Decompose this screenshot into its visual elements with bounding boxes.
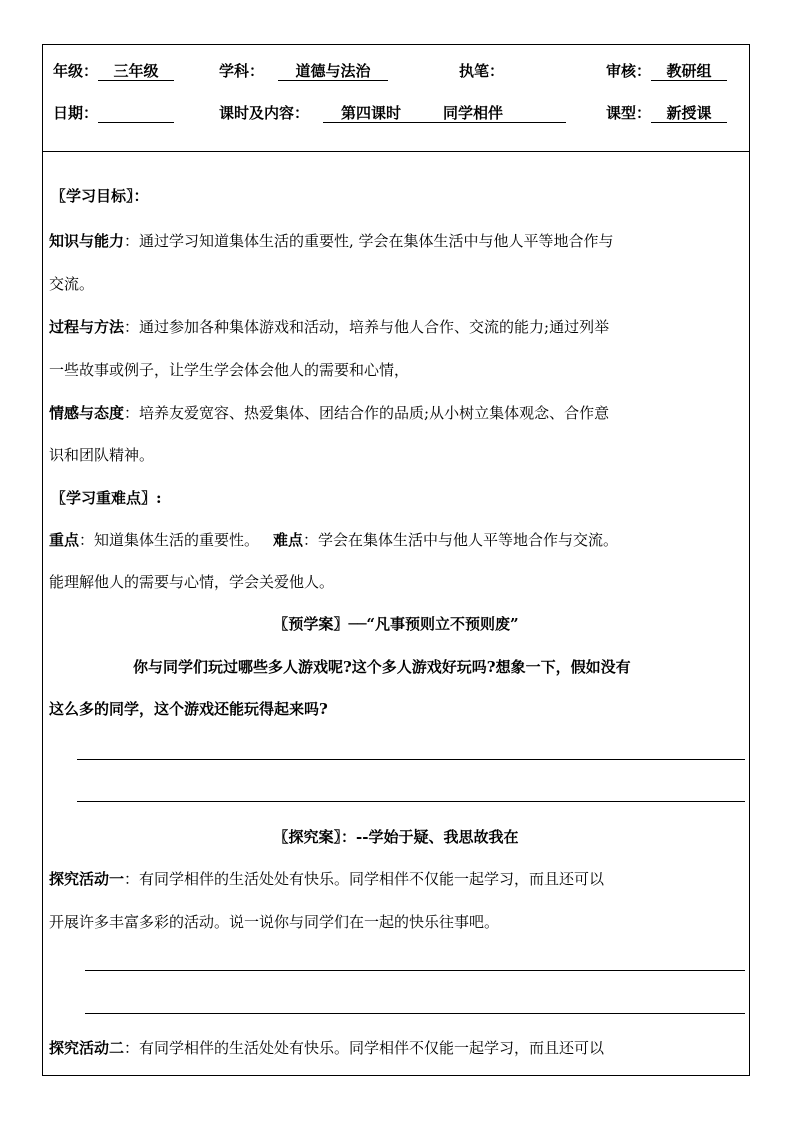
activity-1-text-1: ：有同学相伴的生活处处有快乐。同学相伴不仅能一起学习，而且还可以 — [124, 870, 605, 888]
subject-value: 道德与法治 — [278, 62, 388, 81]
emotion-text-1: ：培养友爱宽容、热爱集体、团结合作的品质;从小树立集体观念、合作意 — [124, 404, 610, 422]
answer-line-1[interactable] — [77, 759, 745, 760]
emotion-label: 情感与态度 — [49, 404, 125, 422]
reviewer-value: 教研组 — [651, 62, 727, 81]
author-label: 执笔： — [459, 62, 505, 80]
process-label: 过程与方法 — [49, 318, 125, 336]
type-value: 新授课 — [651, 104, 727, 123]
grade-field — [53, 61, 174, 81]
activity-1-label: 探究活动一 — [49, 870, 125, 888]
grade-label: 年级： — [53, 62, 99, 80]
author-field — [459, 61, 504, 81]
hard-label: 难点 — [273, 531, 304, 549]
process-line-1 — [49, 317, 609, 337]
knowledge-line-1 — [49, 231, 614, 251]
hard-text: ：学会在集体生活中与他人平等地合作与交流。 — [303, 531, 619, 549]
knowledge-line-2: 交流。 — [49, 275, 95, 293]
reviewer-field — [606, 61, 727, 81]
key-text: ：知道集体生活的重要性。 — [79, 531, 260, 549]
lesson-title: 同学相伴 — [443, 104, 504, 122]
key-label: 重点 — [49, 531, 80, 549]
header-divider — [42, 151, 750, 152]
answer-line-3[interactable] — [85, 970, 745, 971]
reviewer-label: 审核： — [606, 62, 652, 80]
activity-2-text-1: ：有同学相伴的生活处处有快乐。同学相伴不仅能一起学习，而且还可以 — [124, 1039, 605, 1057]
lesson-number: 第四课时 — [341, 104, 402, 122]
lesson-value — [323, 104, 566, 123]
explore-heading: 〖探究案〗：--学始于疑、我思故我在 — [273, 828, 519, 846]
lesson-label: 课时及内容： — [219, 104, 310, 122]
process-text-1: ：通过参加各种集体游戏和活动，培养与他人合作、交流的能力;通过列举 — [124, 318, 610, 336]
difficulty-line-1 — [49, 530, 618, 550]
difficulty-heading: 〖学习重难点〗: — [51, 489, 162, 507]
emotion-line-1 — [49, 403, 609, 423]
activity-2-label: 探究活动二 — [49, 1039, 125, 1057]
date-blank — [98, 104, 174, 123]
answer-line-4[interactable] — [85, 1013, 745, 1014]
date-field — [53, 103, 174, 123]
type-field — [606, 103, 727, 123]
activity-1-line-2: 开展许多丰富多彩的活动。说一说你与同学们在一起的快乐往事吧。 — [49, 913, 500, 931]
grade-value: 三年级 — [98, 62, 174, 81]
activity-2-line-1 — [49, 1038, 604, 1058]
goals-heading: 〖学习目标〗： — [51, 187, 149, 205]
lesson-field — [219, 103, 566, 123]
subject-label: 学科： — [219, 62, 265, 80]
difficulty-line-2: 能理解他人的需要与心情，学会关爱他人。 — [49, 573, 335, 591]
emotion-line-2: 识和团队精神。 — [49, 446, 155, 464]
knowledge-label: 知识与能力 — [49, 232, 125, 250]
process-line-2: 一些故事或例子，让学生学会体会他人的需要和心情， — [49, 361, 410, 379]
type-label: 课型： — [606, 104, 652, 122]
preview-question-1: 你与同学们玩过哪些多人游戏呢?这个多人游戏好玩吗?想象一下，假如没有 — [133, 658, 631, 676]
preview-heading: 〖预学案〗──“凡事预则立不预则废” — [273, 615, 519, 633]
subject-field — [219, 61, 388, 81]
preview-question-2: 这么多的同学，这个游戏还能玩得起来吗? — [49, 700, 328, 718]
activity-1-line-1 — [49, 869, 604, 889]
knowledge-text-1: ：通过学习知道集体生活的重要性, 学会在集体生活中与他人平等地合作与 — [124, 232, 614, 250]
answer-line-2[interactable] — [77, 801, 745, 802]
date-label: 日期： — [53, 104, 99, 122]
